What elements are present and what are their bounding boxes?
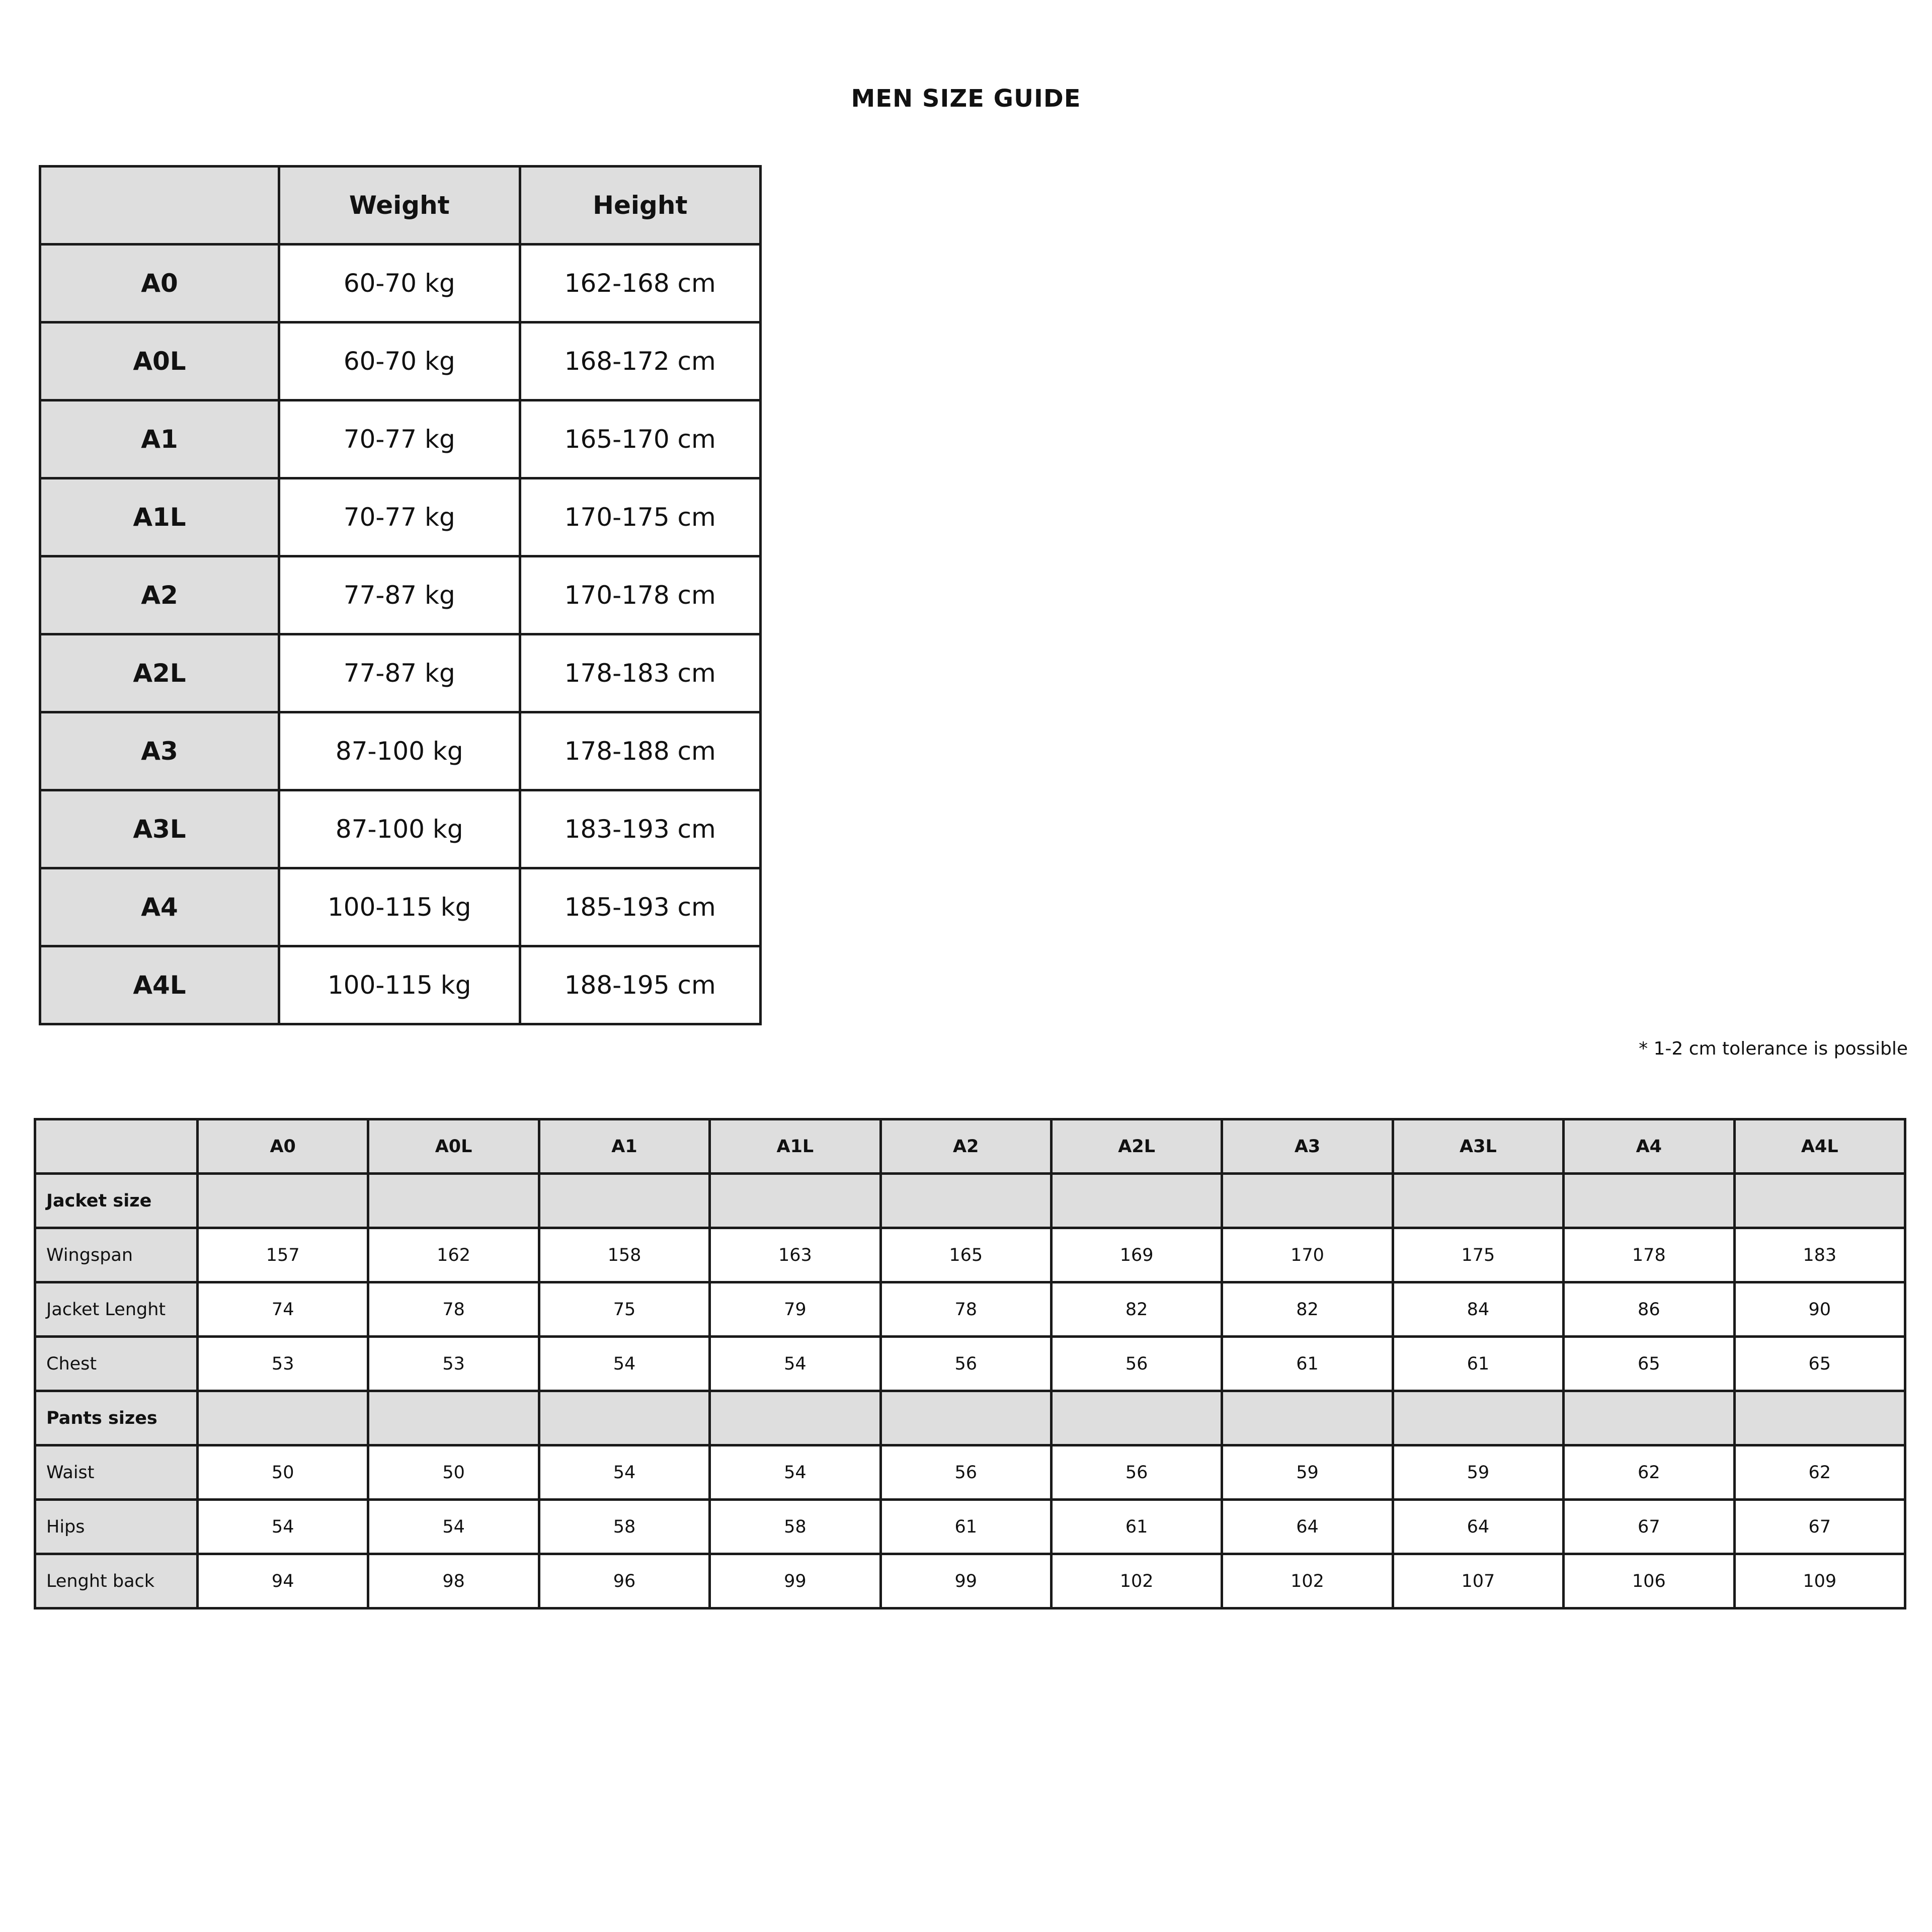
section-fill-cell xyxy=(880,1391,1051,1445)
measurement-value: 162 xyxy=(368,1228,539,1282)
table-row xyxy=(40,946,761,1024)
section-fill-cell xyxy=(1393,1174,1563,1228)
measurement-value: 54 xyxy=(539,1337,709,1391)
section-fill-cell xyxy=(880,1174,1051,1228)
size-column-header: A3 xyxy=(1222,1119,1393,1174)
size-column-header: A1 xyxy=(539,1119,709,1174)
measurement-value: 61 xyxy=(1051,1500,1222,1554)
table-row xyxy=(35,1228,1905,1282)
measurement-value: 75 xyxy=(539,1282,709,1337)
size-column-header: A0L xyxy=(368,1119,539,1174)
measurement-value: 64 xyxy=(1393,1500,1563,1554)
column-header: Height xyxy=(520,167,761,245)
measurement-value: 170 xyxy=(1222,1228,1393,1282)
size-label: A3 xyxy=(40,712,279,790)
measurement-value: 59 xyxy=(1393,1445,1563,1500)
weight-cell: 87-100 kg xyxy=(279,790,520,868)
tolerance-note: * 1-2 cm tolerance is possible xyxy=(1639,1038,1908,1059)
section-fill-cell xyxy=(1564,1391,1734,1445)
weight-cell: 87-100 kg xyxy=(279,712,520,790)
section-title: Jacket size xyxy=(35,1174,198,1228)
measurement-value: 158 xyxy=(539,1228,709,1282)
measurement-value: 78 xyxy=(880,1282,1051,1337)
size-label: A3L xyxy=(40,790,279,868)
height-cell: 170-175 cm xyxy=(520,478,761,556)
section-row xyxy=(35,1174,1905,1228)
measurement-value: 74 xyxy=(198,1282,368,1337)
measurement-value: 67 xyxy=(1564,1500,1734,1554)
measurement-value: 62 xyxy=(1564,1445,1734,1500)
measurement-value: 54 xyxy=(710,1445,880,1500)
measurement-value: 86 xyxy=(1564,1282,1734,1337)
table-row xyxy=(35,1500,1905,1554)
height-cell: 188-195 cm xyxy=(520,946,761,1024)
table-row xyxy=(35,1282,1905,1337)
measurement-value: 58 xyxy=(539,1500,709,1554)
measurement-value: 61 xyxy=(1222,1337,1393,1391)
size-label: A2 xyxy=(40,556,279,634)
table-row xyxy=(40,712,761,790)
body-size-table xyxy=(39,165,762,1025)
table-row xyxy=(40,634,761,712)
section-fill-cell xyxy=(539,1174,709,1228)
table-row xyxy=(35,1337,1905,1391)
column-header: Weight xyxy=(279,167,520,245)
weight-cell: 100-115 kg xyxy=(279,868,520,946)
height-cell: 185-193 cm xyxy=(520,868,761,946)
size-label: A1L xyxy=(40,478,279,556)
measurement-value: 90 xyxy=(1734,1282,1905,1337)
measurement-label: Hips xyxy=(35,1500,198,1554)
measurement-value: 178 xyxy=(1564,1228,1734,1282)
measurement-value: 98 xyxy=(368,1554,539,1608)
measurement-label: Waist xyxy=(35,1445,198,1500)
measurement-value: 157 xyxy=(198,1228,368,1282)
size-label: A1 xyxy=(40,400,279,478)
measurements-table xyxy=(34,1118,1906,1609)
measurement-value: 67 xyxy=(1734,1500,1905,1554)
height-cell: 170-178 cm xyxy=(520,556,761,634)
section-fill-cell xyxy=(710,1391,880,1445)
measurement-value: 62 xyxy=(1734,1445,1905,1500)
measurement-value: 96 xyxy=(539,1554,709,1608)
section-fill-cell xyxy=(1393,1391,1563,1445)
measurement-value: 94 xyxy=(198,1554,368,1608)
height-cell: 168-172 cm xyxy=(520,323,761,400)
measurement-label: Lenght back xyxy=(35,1554,198,1608)
weight-cell: 70-77 kg xyxy=(279,478,520,556)
measurement-value: 165 xyxy=(880,1228,1051,1282)
measurement-value: 107 xyxy=(1393,1554,1563,1608)
page-title: MEN SIZE GUIDE xyxy=(851,85,1081,113)
corner-cell xyxy=(35,1119,198,1174)
measurement-value: 50 xyxy=(198,1445,368,1500)
table-row xyxy=(40,790,761,868)
measurement-value: 56 xyxy=(880,1445,1051,1500)
measurement-value: 183 xyxy=(1734,1228,1905,1282)
section-fill-cell xyxy=(1222,1174,1393,1228)
measurement-value: 50 xyxy=(368,1445,539,1500)
section-fill-cell xyxy=(710,1174,880,1228)
size-label: A4L xyxy=(40,946,279,1024)
weight-cell: 100-115 kg xyxy=(279,946,520,1024)
section-row xyxy=(35,1391,1905,1445)
size-label: A0L xyxy=(40,323,279,400)
measurement-value: 99 xyxy=(880,1554,1051,1608)
size-column-header: A4L xyxy=(1734,1119,1905,1174)
measurement-label: Wingspan xyxy=(35,1228,198,1282)
section-fill-cell xyxy=(1734,1174,1905,1228)
height-cell: 162-168 cm xyxy=(520,245,761,323)
table-row xyxy=(35,1445,1905,1500)
measurement-label: Jacket Lenght xyxy=(35,1282,198,1337)
section-fill-cell xyxy=(1051,1174,1222,1228)
table-row xyxy=(40,556,761,634)
table-header-row xyxy=(40,167,761,245)
height-cell: 183-193 cm xyxy=(520,790,761,868)
measurement-value: 54 xyxy=(198,1500,368,1554)
measurement-value: 53 xyxy=(198,1337,368,1391)
size-label: A0 xyxy=(40,245,279,323)
measurement-value: 79 xyxy=(710,1282,880,1337)
size-column-header: A4 xyxy=(1564,1119,1734,1174)
measurement-value: 175 xyxy=(1393,1228,1563,1282)
size-column-header: A1L xyxy=(710,1119,880,1174)
measurement-value: 58 xyxy=(710,1500,880,1554)
size-label: A4 xyxy=(40,868,279,946)
measurement-value: 65 xyxy=(1564,1337,1734,1391)
measurement-value: 64 xyxy=(1222,1500,1393,1554)
section-fill-cell xyxy=(198,1391,368,1445)
table-row xyxy=(40,868,761,946)
measurement-value: 53 xyxy=(368,1337,539,1391)
section-fill-cell xyxy=(539,1391,709,1445)
measurement-value: 106 xyxy=(1564,1554,1734,1608)
size-column-header: A3L xyxy=(1393,1119,1563,1174)
weight-cell: 77-87 kg xyxy=(279,556,520,634)
section-fill-cell xyxy=(368,1174,539,1228)
measurement-value: 102 xyxy=(1222,1554,1393,1608)
measurement-value: 65 xyxy=(1734,1337,1905,1391)
measurement-value: 54 xyxy=(710,1337,880,1391)
size-column-header: A2 xyxy=(880,1119,1051,1174)
weight-cell: 60-70 kg xyxy=(279,323,520,400)
table-row xyxy=(40,323,761,400)
section-fill-cell xyxy=(1564,1174,1734,1228)
measurement-value: 56 xyxy=(1051,1337,1222,1391)
weight-cell: 77-87 kg xyxy=(279,634,520,712)
measurement-value: 54 xyxy=(539,1445,709,1500)
section-fill-cell xyxy=(368,1391,539,1445)
height-cell: 178-188 cm xyxy=(520,712,761,790)
section-title: Pants sizes xyxy=(35,1391,198,1445)
weight-cell: 60-70 kg xyxy=(279,245,520,323)
measurement-value: 102 xyxy=(1051,1554,1222,1608)
measurement-value: 56 xyxy=(880,1337,1051,1391)
size-column-header: A0 xyxy=(198,1119,368,1174)
height-cell: 165-170 cm xyxy=(520,400,761,478)
table-row xyxy=(40,245,761,323)
measurement-value: 84 xyxy=(1393,1282,1563,1337)
measurement-value: 163 xyxy=(710,1228,880,1282)
measurement-value: 82 xyxy=(1051,1282,1222,1337)
corner-cell xyxy=(40,167,279,245)
measurement-value: 56 xyxy=(1051,1445,1222,1500)
section-fill-cell xyxy=(198,1174,368,1228)
size-column-header: A2L xyxy=(1051,1119,1222,1174)
table-header-row xyxy=(35,1119,1905,1174)
measurement-label: Chest xyxy=(35,1337,198,1391)
measurement-value: 59 xyxy=(1222,1445,1393,1500)
measurement-value: 54 xyxy=(368,1500,539,1554)
measurement-value: 61 xyxy=(1393,1337,1563,1391)
section-fill-cell xyxy=(1051,1391,1222,1445)
size-label: A2L xyxy=(40,634,279,712)
measurement-value: 78 xyxy=(368,1282,539,1337)
height-cell: 178-183 cm xyxy=(520,634,761,712)
table-row xyxy=(40,478,761,556)
weight-cell: 70-77 kg xyxy=(279,400,520,478)
section-fill-cell xyxy=(1222,1391,1393,1445)
measurement-value: 61 xyxy=(880,1500,1051,1554)
table-row xyxy=(35,1554,1905,1608)
measurement-value: 109 xyxy=(1734,1554,1905,1608)
measurement-value: 99 xyxy=(710,1554,880,1608)
measurement-value: 169 xyxy=(1051,1228,1222,1282)
table-row xyxy=(40,400,761,478)
section-fill-cell xyxy=(1734,1391,1905,1445)
measurement-value: 82 xyxy=(1222,1282,1393,1337)
